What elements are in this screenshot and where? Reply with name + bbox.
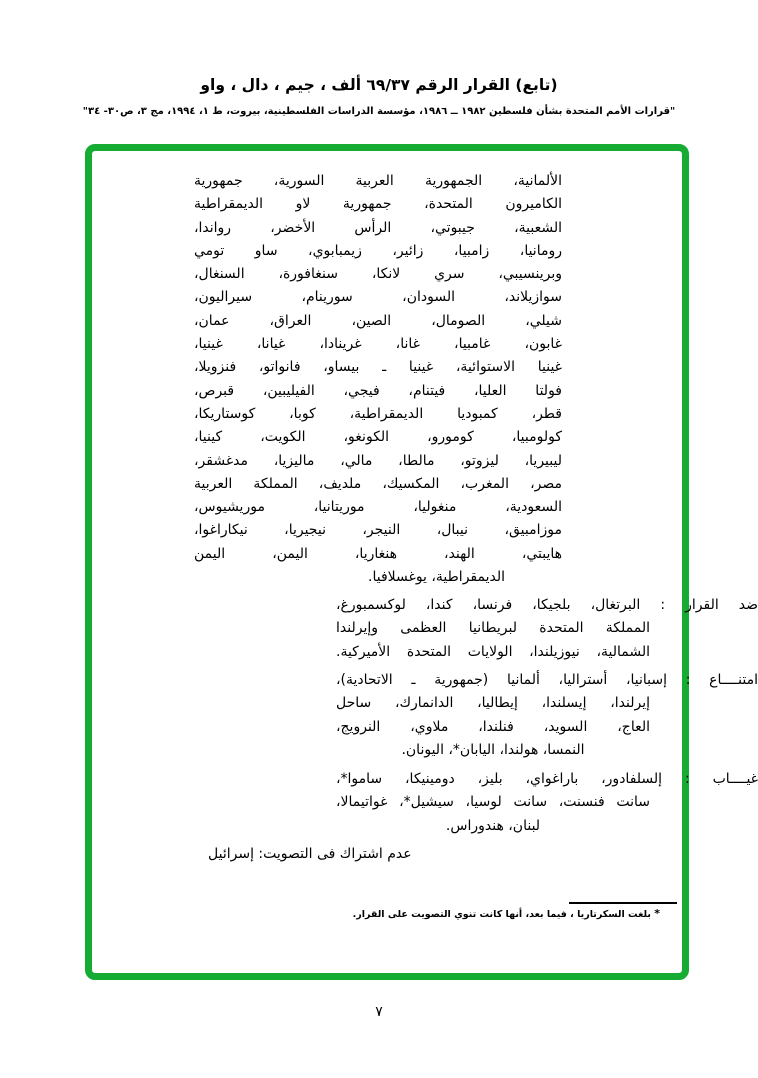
section-line-last: لبنان، هندوراس. bbox=[445, 817, 541, 834]
list-line: ليبيريا، ليزوتو، مالطا، مالي، ماليزيا، مدغشقر، bbox=[194, 452, 562, 469]
no-participation-line: عدم اشتراك فى التصويت: إسرائيل bbox=[208, 846, 412, 862]
section-first-line bbox=[336, 669, 758, 692]
section-line: سانت فنسنت، سانت لوسيا، سيشيل*، غواتيمالا، bbox=[336, 794, 650, 811]
list-line: وبرينسيبي، سري لانكا، سنغافورة، السنغال، bbox=[194, 266, 562, 283]
page-title: (تابع) القرار الرقم ٦٩/٣٧ ألف ، جيم ، دال ، واو bbox=[200, 76, 558, 94]
section-label: امتنــــاع : bbox=[685, 672, 758, 688]
section-label: ضد القرار : bbox=[660, 597, 758, 613]
source-citation: "قرارات الأمم المتحدة بشأن فلسطين ١٩٨٢ ــ ١٩٨٦، مؤسسة الدراسات الفلسطينية، بيروت، ط ١، ١٩٩٤، مج ٣، ص٣٠- ٣٤" bbox=[82, 106, 676, 117]
list-line: الألمانية، الجمهورية العربية السورية، جمهورية bbox=[194, 173, 562, 189]
section-first-line bbox=[336, 594, 758, 617]
footnote bbox=[310, 907, 660, 922]
footnote-text: بلغت السكرتاريا ، فيما بعد، أنها كانت تنوي التصويت على القرار. bbox=[352, 909, 651, 920]
absent-section bbox=[336, 768, 758, 838]
abstention-section bbox=[336, 669, 758, 762]
footnote-divider bbox=[569, 902, 677, 904]
list-line: فولتا العليا، فيتنام، فيجي، الفيليبين، قبرص، bbox=[194, 382, 562, 399]
section-text: البرتغال، بلجيكا، فرنسا، كندا، لوكسمبورغ، bbox=[336, 597, 641, 613]
list-line-last: الديمقراطية، يوغسلافيا. bbox=[368, 569, 505, 586]
section-line: المملكة المتحدة لبريطانيا العظمى وإيرلندا bbox=[336, 620, 650, 637]
list-line: غابون، غامبيا، غانا، غرينادا، غيانا، غينيا، bbox=[194, 336, 562, 353]
section-line: الشمالية، نيوزيلندا، الولايات المتحدة الأميركية. bbox=[336, 643, 650, 660]
list-line: شيلي، الصومال، الصين، العراق، عمان، bbox=[194, 312, 562, 329]
section-label: غيــــاب : bbox=[684, 771, 758, 787]
list-line: غينيا الاستوائية، غينيا ـ بيساو، فانواتو، فنزويلا، bbox=[194, 359, 562, 376]
section-line: إيرلندا، إيسلندا، إيطاليا، الدانمارك، ساحل bbox=[336, 695, 650, 712]
footnote-marker: * bbox=[654, 907, 660, 920]
section-line: العاج، السويد، فنلندا، ملاوي، النرويج، bbox=[336, 718, 650, 735]
section-first-line bbox=[336, 768, 758, 791]
page-number: ٧ bbox=[375, 1004, 383, 1020]
list-line: رومانيا، زامبيا، زائير، زيمبابوي، ساو تومي bbox=[194, 242, 562, 259]
section-line-last: النمسا، هولندا، اليابان*، اليونان. bbox=[401, 741, 585, 758]
list-line: السعودية، منغوليا، موريتانيا، موريشيوس، bbox=[194, 499, 562, 516]
list-line: قطر، كمبوديا الديمقراطية، كوبا، كوستاريكا، bbox=[194, 405, 562, 422]
section-text: إلسلفادور، باراغواي، بليز، دومينيكا، ساموا*، bbox=[336, 771, 663, 787]
list-line: الكاميرون المتحدة، جمهورية لاو الديمقراطية bbox=[194, 196, 562, 213]
list-line: كولومبيا، كومورو، الكونغو، الكويت، كينيا، bbox=[194, 429, 562, 446]
list-line: الشعبية، جيبوتي، الرأس الأخضر، رواندا، bbox=[194, 219, 562, 236]
vote-against-section bbox=[336, 594, 758, 664]
in-favor-continued-list bbox=[194, 170, 562, 589]
list-line: هايبتي، الهند، هنغاريا، اليمن، اليمن bbox=[194, 545, 562, 562]
section-text: إسبانيا، أستراليا، ألمانيا (جمهورية ـ الاتحادية)، bbox=[336, 672, 668, 688]
list-line: مصر، المغرب، المكسيك، ملديف، المملكة العربية bbox=[194, 475, 562, 492]
list-line: موزامبيق، نيبال، النيجر، نيجيريا، نيكاراغوا، bbox=[194, 522, 562, 539]
list-line: سوازيلاند، السودان، سورينام، سيراليون، bbox=[194, 289, 562, 306]
